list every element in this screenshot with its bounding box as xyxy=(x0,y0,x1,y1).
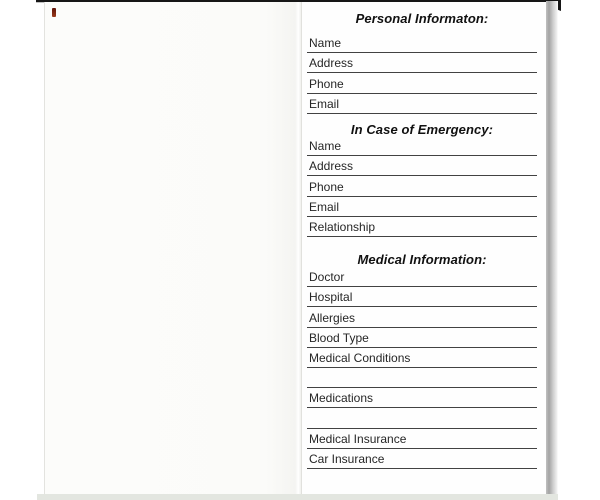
form-field-row xyxy=(307,307,537,327)
field-label: Medical Insurance xyxy=(309,431,407,446)
form-field-row xyxy=(307,176,537,196)
section-emergency-rows xyxy=(307,136,537,237)
field-label: Hospital xyxy=(309,290,353,305)
field-label: Name xyxy=(309,139,342,154)
form-field-row xyxy=(307,94,537,114)
page-edge-shadow xyxy=(546,1,558,495)
section-medical-information-rows xyxy=(307,267,537,469)
form-field-row xyxy=(307,73,537,93)
left-page-blank xyxy=(44,2,296,495)
form-field-row xyxy=(307,348,537,368)
field-label: Car Insurance xyxy=(309,451,385,466)
field-label: Address xyxy=(309,159,354,174)
form-field-row xyxy=(307,328,537,348)
field-label: Relationship xyxy=(309,219,376,234)
section-personal-information-rows xyxy=(307,33,537,114)
form-field-row xyxy=(307,267,537,287)
field-label xyxy=(307,384,309,387)
scanner-bed-strip xyxy=(37,494,558,500)
field-label: Medical Conditions xyxy=(309,350,411,365)
form-field-row xyxy=(307,429,537,449)
form-field-row-blank xyxy=(307,368,537,388)
form-field-row xyxy=(307,287,537,307)
form-field-row xyxy=(307,53,537,73)
form-field-row xyxy=(307,449,537,469)
field-label: Email xyxy=(309,96,340,111)
form-field-row xyxy=(307,156,537,176)
field-label: Address xyxy=(309,56,354,71)
field-label xyxy=(307,425,309,428)
red-ink-mark xyxy=(52,8,56,17)
section-title-personal-information: Personal Informaton: xyxy=(355,11,489,26)
form-field-row xyxy=(307,136,537,156)
field-label: Email xyxy=(309,199,340,214)
field-label: Name xyxy=(309,36,342,51)
form-field-row xyxy=(307,33,537,53)
form-field-row xyxy=(307,217,537,237)
field-label: Medications xyxy=(309,391,374,406)
section-title-emergency: In Case of Emergency: xyxy=(350,122,494,137)
field-label: Phone xyxy=(309,179,344,194)
field-label: Phone xyxy=(309,76,344,91)
book-spine-fold xyxy=(295,2,302,495)
form-field-row xyxy=(307,388,537,408)
field-label: Doctor xyxy=(309,270,345,285)
section-title-medical-information: Medical Information: xyxy=(357,252,487,267)
form-page xyxy=(302,2,546,494)
form-field-row-blank xyxy=(307,408,537,428)
field-label: Blood Type xyxy=(309,330,369,345)
field-label: Allergies xyxy=(309,310,356,325)
form-field-row xyxy=(307,197,537,217)
